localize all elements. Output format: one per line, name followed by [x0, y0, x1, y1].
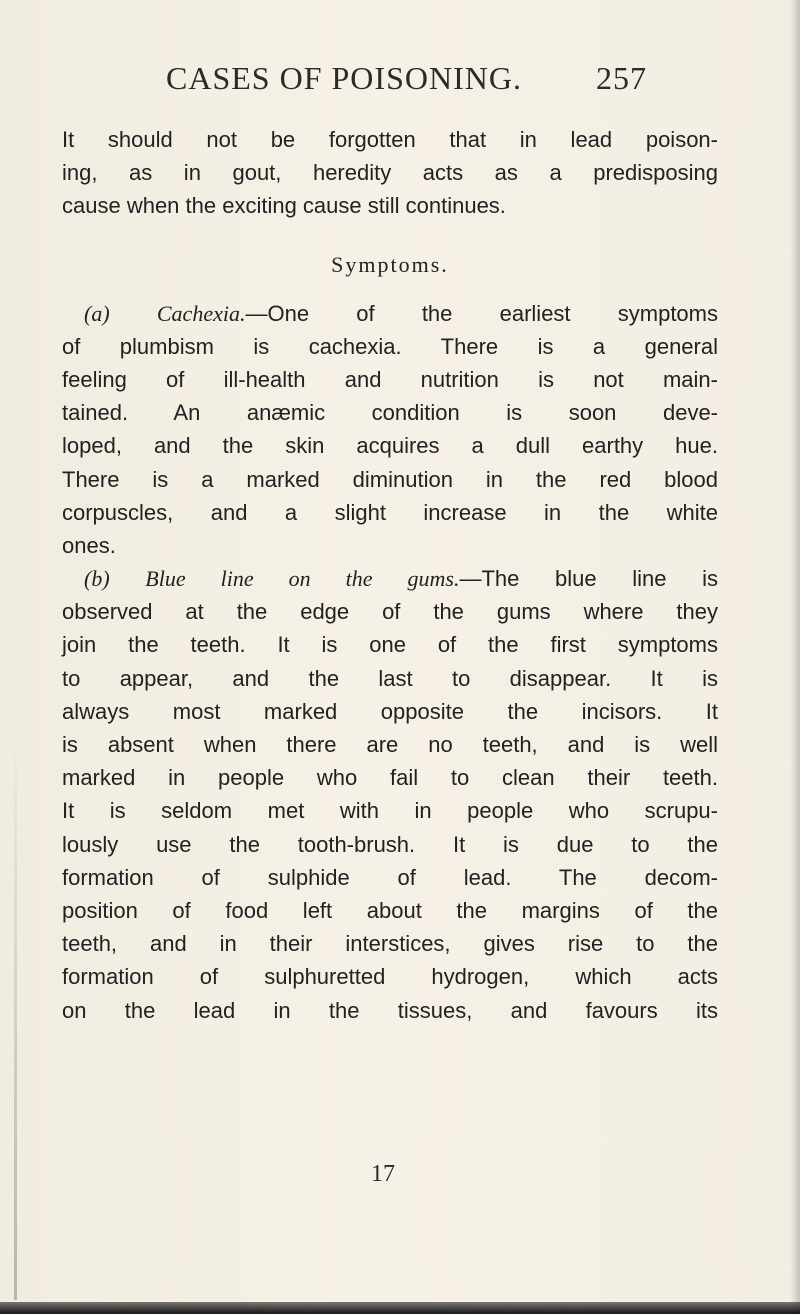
paragraph-b-first-line	[62, 562, 718, 595]
text-line: observed at the edge of the gums where they	[62, 599, 718, 625]
text-line: It is seldom met with in people who scrupu-	[62, 798, 718, 824]
text-line: ing, as in gout, heredity acts as a predisposing	[62, 160, 718, 186]
text-line: tained. An anæmic condition is soon deve-	[62, 400, 718, 426]
text-line: formation of sulphide of lead. The decom-	[62, 864, 718, 890]
paragraph-b-title: Blue line on the gums.	[145, 566, 460, 592]
text-line: always most marked opposite the incisors. It	[62, 698, 718, 724]
page-edge-right	[790, 0, 800, 1314]
text-line: teeth, and in their interstices, gives rise to the	[62, 931, 718, 957]
text-line: ones.	[62, 532, 116, 558]
text-line: join the teeth. It is one of the first symptoms	[62, 632, 718, 658]
paragraph-a-title: Cachexia.	[156, 300, 246, 326]
section-heading: Symptoms.	[331, 251, 449, 277]
text-line: is absent when there are no teeth, and is well	[62, 732, 718, 757]
text-line: marked in people who fail to clean their teeth.	[62, 765, 718, 791]
text-line: lously use the tooth-brush. It is due to the	[62, 831, 718, 857]
text-line: of plumbism is cachexia. There is a general	[62, 333, 718, 359]
paragraph-a-marker: (a)	[84, 300, 110, 326]
paragraph-b-marker: (b)	[84, 566, 110, 592]
text-line: formation of sulphuretted hydrogen, which acts	[62, 964, 718, 990]
page-edge-bottom	[0, 1302, 800, 1314]
signature-mark: 17	[371, 1161, 395, 1187]
paragraph-a-first-line-rest: —One of the earliest symptoms	[245, 300, 718, 326]
text-line: on the lead in the tissues, and favours its	[62, 997, 718, 1023]
text-line: feeling of ill-health and nutrition is not main-	[62, 366, 718, 392]
page-number: 257	[596, 60, 647, 96]
page-fold-shadow	[14, 720, 17, 1300]
body-text	[62, 123, 718, 1027]
text-line: cause when the exciting cause still continues.	[62, 193, 506, 219]
text-line: It should not be forgotten that in lead poison-	[62, 127, 718, 152]
text-line: loped, and the skin acquires a dull earthy hue.	[62, 433, 718, 459]
paragraph-b-first-line-rest: —The blue line is	[459, 566, 718, 592]
text-line: position of food left about the margins of the	[62, 897, 718, 923]
text-line: corpuscles, and a slight increase in the white	[62, 499, 718, 525]
running-head-title: CASES OF POISONING.	[166, 60, 522, 96]
text-line: to appear, and the last to disappear. It is	[62, 665, 718, 691]
running-head	[166, 60, 726, 104]
paragraph-a-first-line	[62, 297, 718, 330]
text-line: There is a marked diminution in the red blood	[62, 466, 718, 492]
